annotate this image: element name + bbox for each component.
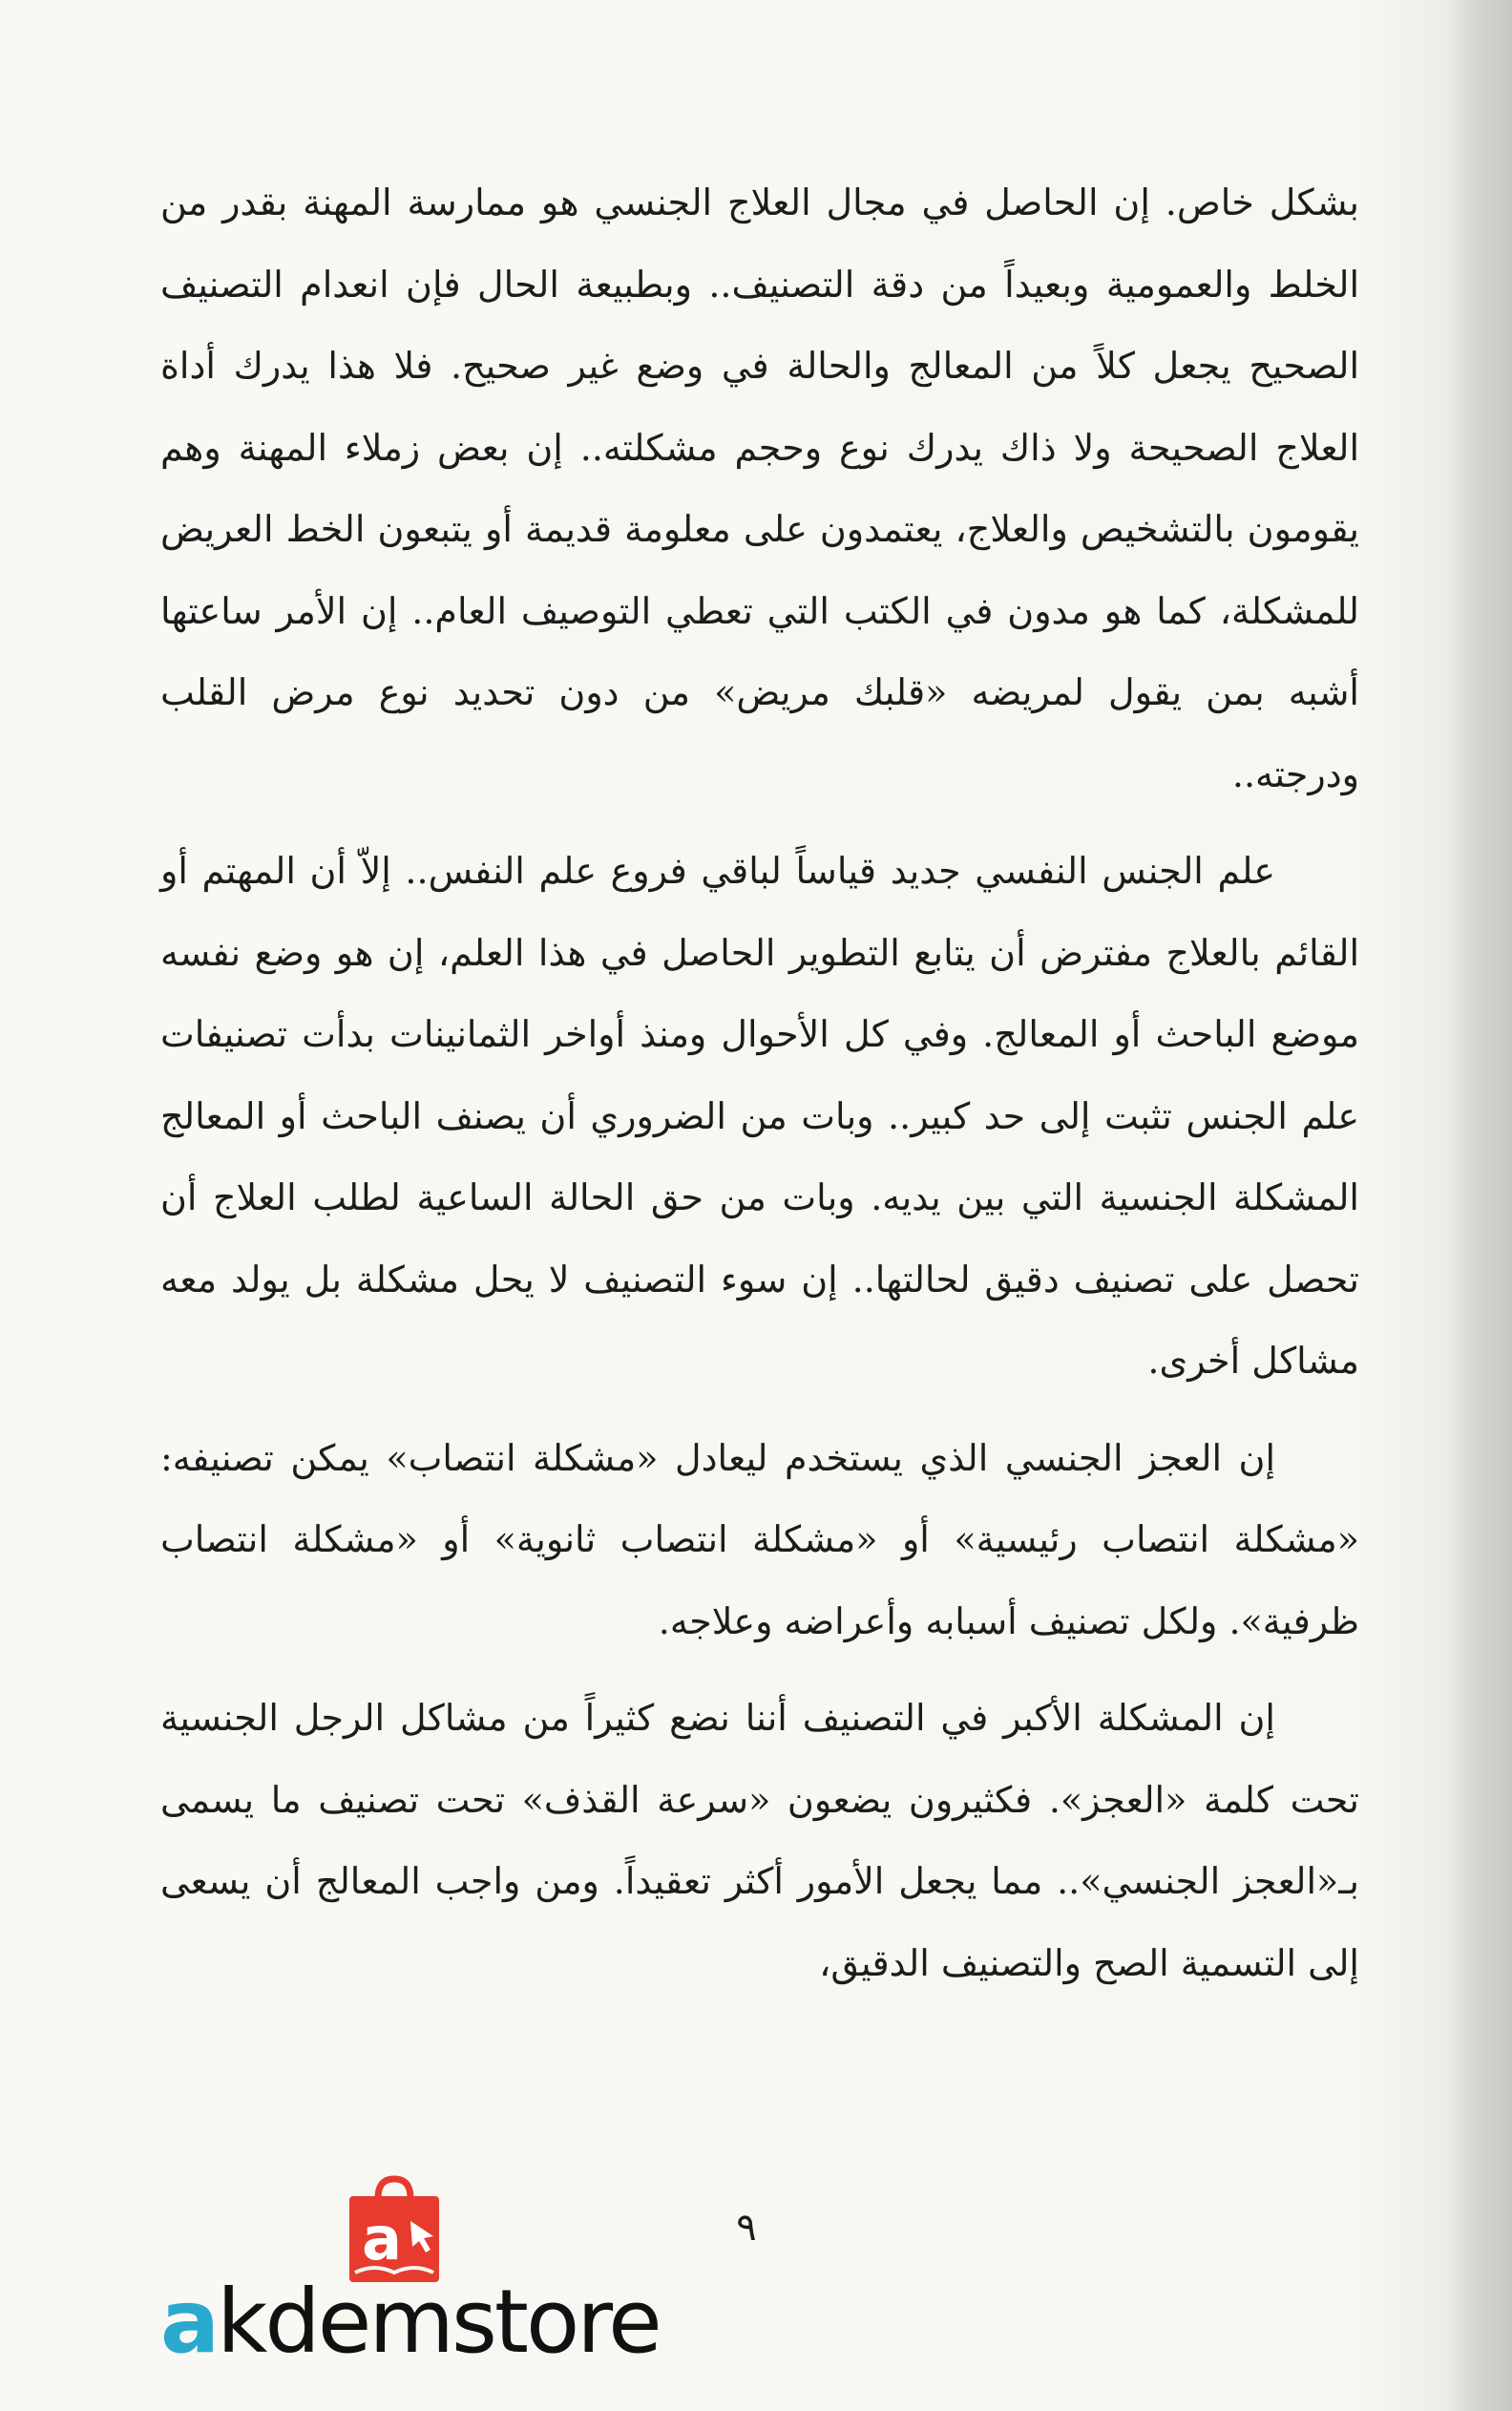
shopping-bag-book-icon <box>342 2173 447 2286</box>
page-edge-shadow <box>1445 0 1512 2411</box>
page-number: ٩ <box>736 2206 757 2250</box>
store-logo-text <box>160 2271 660 2373</box>
bag-letter: a <box>362 2204 402 2274</box>
paragraph-2: علم الجنس النفسي جديد قياساً لباقي فروع علم النفس.. إلاّ أن المهتم أو القائم بالعلاج مفترض أن يتابع التطوير الحاصل في هذا العلم، إن هو وضع نفسه موضع الباحث أو المعالج. وفي كل الأحوال ومنذ أواخر الثمانينات بدأت تصنيفات علم الجنس تثبت إلى حد كبير.. وبات من الضروري أن يصنف الباحث أو المعالج المشكلة الجنسية التي بين يديه. وبات من حق الحالة الساعية لطلب العلاج أن تحصل على تصنيف دقيق لحالتها.. إن سوء التصنيف لا يحل مشكلة بل يولد معه مشاكل أخرى. <box>160 850 1360 1382</box>
store-watermark <box>160 2168 660 2373</box>
paragraph-3: إن العجز الجنسي الذي يستخدم ليعادل «مشكلة انتصاب» يمكن تصنيفه: «مشكلة انتصاب رئيسية» أو «مشكلة انتصاب ثانوية» أو «مشكلة انتصاب ظرفية». ولكل تصنيف أسبابه وأعراضه وعلاجه. <box>160 1436 1359 1642</box>
paragraph-4: إن المشكلة الأكبر في التصنيف أننا نضع كثيراً من مشاكل الرجل الجنسية تحت كلمة «العجز». فكثيرون يضعون «سرعة القذف» تحت تصنيف ما يسمى بـ«العجز الجنسي».. مما يجعل الأمور أكثر تعقيداً. ومن واجب المعالج أن يسعى إلى التسمية الصح والتصنيف الدقيق، <box>160 1697 1359 1984</box>
logo-wordmark: kdemstore <box>217 2271 660 2373</box>
logo-letter-a: a <box>160 2271 218 2373</box>
paragraph-1: بشكل خاص. إن الحاصل في مجال العلاج الجنسي هو ممارسة المهنة بقدر من الخلط والعمومية وبعيداً من دقة التصنيف.. وبطبيعة الحال فإن انعدام التصنيف الصحيح يجعل كلاً من المعالج والحالة في وضع غير صحيح. فلا هذا يدرك أداة العلاج الصحيحة ولا ذاك يدرك نوع وحجم مشكلته.. إن بعض زملاء المهنة وهم يقومون بالتشخيص والعلاج، يعتمدون على معلومة قديمة أو يتبعون الخط العريض للمشكلة، كما هو مدون في الكتب التي تعطي التوصيف العام.. إن الأمر ساعتها أشبه بمن يقول لمريضه «قلبك مريض» من دون تحديد نوع مرض القلب ودرجته.. <box>160 181 1359 795</box>
body-text <box>160 162 1359 2004</box>
